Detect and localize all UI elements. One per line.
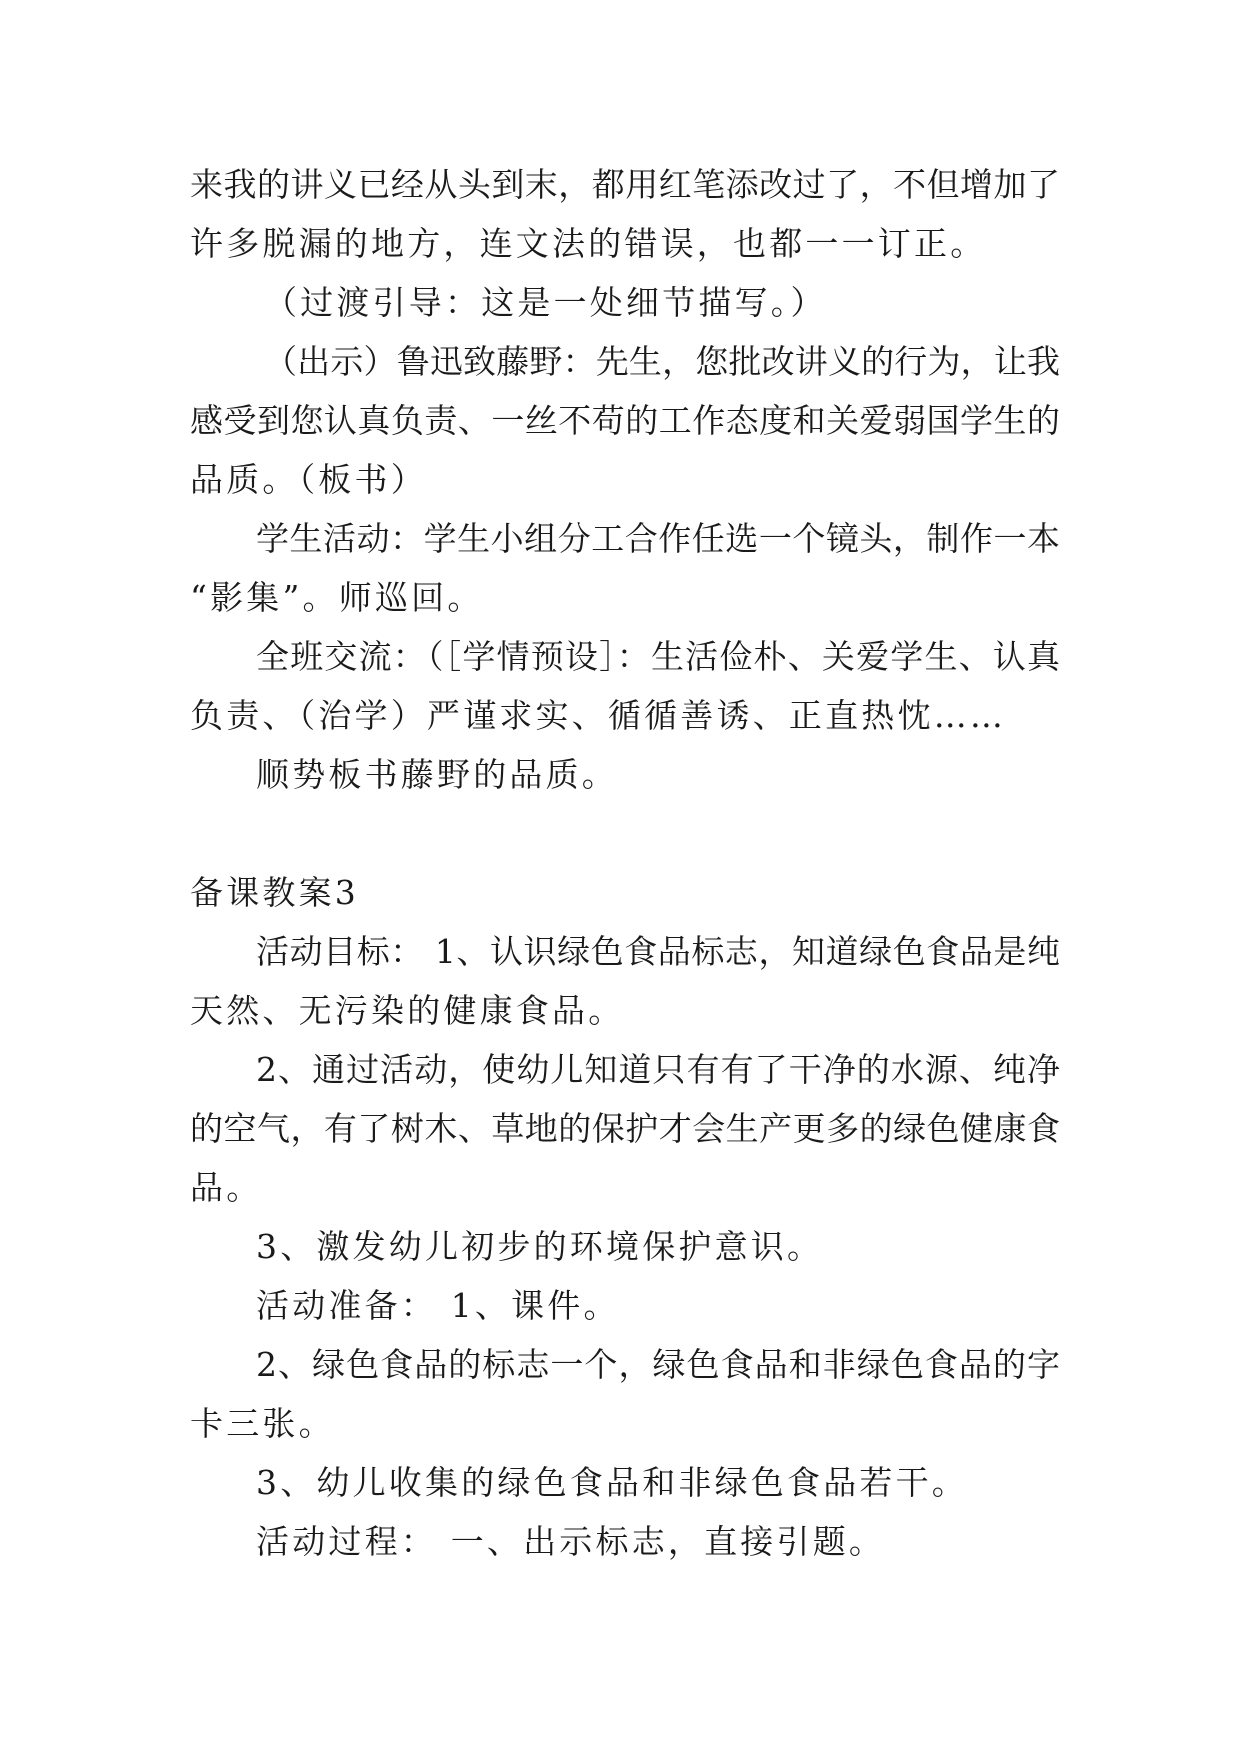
paragraph-line: “影集”。师巡回。 <box>190 578 484 617</box>
paragraph-line: 顺势板书藤野的品质。 <box>256 755 618 794</box>
paragraph-line: 感受到您认真负责、一丝不苟的工作态度和关爱弱国学生的 <box>190 401 1060 440</box>
paragraph-line: 2、绿色食品的标志一个，绿色食品和非绿色食品的字 <box>256 1345 1060 1384</box>
paragraph-line: 活动目标： 1、认识绿色食品标志，知道绿色食品是纯 <box>256 932 1060 971</box>
paragraph-line: 2、通过活动，使幼儿知道只有有了干净的水源、纯净 <box>256 1050 1060 1089</box>
paragraph-line: （过渡引导：这是一处细节描写。） <box>264 283 827 322</box>
paragraph-line: （出示）鲁迅致藤野：先生，您批改讲义的行为，让我 <box>264 342 1060 381</box>
paragraph-line: 3、激发幼儿初步的环境保护意识。 <box>256 1227 824 1266</box>
paragraph-line: 3、幼儿收集的绿色食品和非绿色食品若干。 <box>256 1463 968 1502</box>
document-body <box>190 155 1060 1571</box>
paragraph-line: 许多脱漏的地方，连文法的错误，也都一一订正。 <box>190 224 987 263</box>
paragraph-line: 品。 <box>190 1168 263 1207</box>
paragraph-line: 来我的讲义已经从头到末，都用红笔添改过了，不但增加了 <box>190 165 1060 204</box>
paragraph-line: 全班交流：（［学情预设］：生活俭朴、关爱学生、认真 <box>256 637 1060 676</box>
section-heading: 备课教案3 <box>190 873 359 912</box>
paragraph-line: 活动过程： 一、出示标志，直接引题。 <box>256 1522 886 1561</box>
paragraph-line: 负责、（治学）严谨求实、循循善诱、正直热忱…… <box>190 696 1007 735</box>
paragraph-line: 卡三张。 <box>190 1404 335 1443</box>
paragraph-line: 品质。（板书） <box>190 460 427 499</box>
paragraph-line: 活动准备： 1、课件。 <box>256 1286 620 1325</box>
paragraph-line: 学生活动：学生小组分工合作任选一个镜头，制作一本 <box>256 519 1060 558</box>
paragraph-line: 的空气，有了树木、草地的保护才会生产更多的绿色健康食 <box>190 1109 1060 1148</box>
paragraph-line: 天然、无污染的健康食品。 <box>190 991 625 1030</box>
